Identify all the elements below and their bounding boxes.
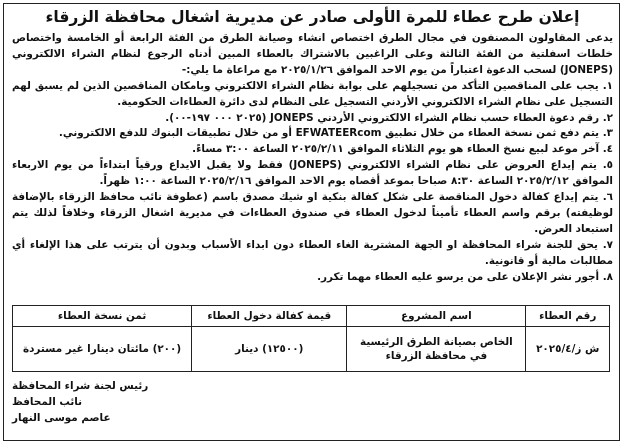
condition-item-2: ٢. رقم دعوة العطاء حسب نظام الشراء الالكتروني الأردني JONEPS (٢٠٢٥ ٠٠٠ ١٩٧-٠٠). [165,111,613,124]
condition-item-5: ٥. يتم إيداع العروض على نظام الشراء الالكتروني (JONEPS) فقط ولا يقبل الايداع ورقياً ابتداءاً من يوم الاربعاء الموافق ٢٠٢٥/٢/١٢ الساعة ٨:٣٠ صباحا بموعد أقصاه يوم الاحد الموافق ٢٠٢٥/٢/١٦ الساعة ١:٠٠ ظهراً. [12,159,613,188]
table-header-row [13,306,610,327]
signature-line-name: عاصم موسى النهار [12,412,111,424]
announcement-title: إعلان طرح عطاء للمرة الأولى صادر عن مديرية اشغال محافظة الزرقاء [45,8,580,26]
announcement-body [12,31,613,286]
cell-project-name: الخاص بصيانة الطرق الرئيسية في محافظة الزرقاء [347,327,526,372]
header-tender-number: رقم العطاء [526,306,610,327]
intro-paragraph: يدعى المقاولون المصنفون في مجال الطرق اختصاص انشاء وصيانة الطرق من الفئة الرابعة أو الخامسة واختصاص خلطات اسفلتية من الفئة الثالثة وعلى الراغبين بالاشتراك بالعطاء المبين أدناه الرجوع لنظام الشراء الالكتروني (JONEPS) لسحب الدعوة اعتباراً من يوم الاحد الموافق ٢٠٢٥/١/٢٦ مع مراعاة ما يلي:- [12,32,613,76]
condition-item-4: ٤. آخر موعد لبيع نسخ العطاء هو يوم الثلاثاء الموافق ٢٠٢٥/٢/١١ الساعة ٣:٠٠ مساءً. [192,143,613,156]
condition-item-1: ١. يجب على المناقصين التأكد من تسجيلهم على بوابة نظام الشراء الالكتروني وبامكان المناقصين الذين لم يسبق لهم التسجيل على نظام الشراء الالكتروني الأردني التسجيل على النظام لدى دائرة العطاءات الحكومية. [12,79,613,108]
condition-item-6: ٦. يتم إيداع كفالة دخول المناقصة على شكل كفالة بنكية او شيك مصدق باسم (عطوفة نائب محافظ الزرقاء بالإضافة لوظيفته) برقم واسم العطاء تأميناً لدخول العطاء في صندوق العطاءات في مديرية اشغال الزرقاء وخلافاً لذلك يتم استبعاد العرض. [12,191,613,235]
condition-item-8: ٨. أجور نشر الإعلان على من يرسو عليه العطاء مهما تكرر. [317,270,613,283]
cell-copy-price: (٢٠٠) مائتان دينارا غير مستردة [13,327,192,372]
signature-line-committee: رئيس لجنة شراء المحافظة [12,380,149,392]
tender-table [12,305,610,372]
signature-block [12,378,172,426]
signature-line-title: نائب المحافظ [12,396,83,408]
condition-item-3: ٣. يتم دفع ثمن نسخة العطاء من خلال تطبيق EFWATEERcom أو من خلال تطبيقات البنوك للدفع الالكتروني. [58,127,613,140]
condition-item-7: ٧. يحق للجنة شراء المحافظة او الجهة المشترية الغاء العطاء دون ابداء الأسباب وبدون أن يترتب على هذا الإلغاء أي مطالبات مالية أو قانونية. [12,238,613,267]
table-row [13,327,610,372]
cell-bond-value: (١٢٥٠٠) دينار [192,327,347,372]
header-project-name: اسم المشروع [347,306,526,327]
header-copy-price: ثمن نسخة العطاء [13,306,192,327]
cell-tender-number: ش ز/٢٠٢٥/٤ [526,327,610,372]
header-bond-value: قيمة كفالة دخول العطاء [192,306,347,327]
